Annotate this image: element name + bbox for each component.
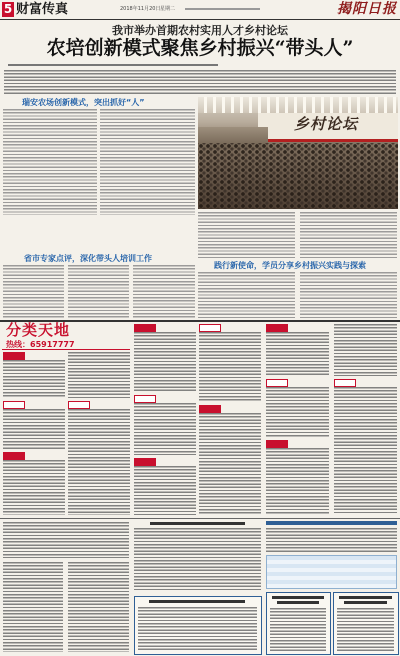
notice-box-title <box>272 596 324 599</box>
body-text-column <box>100 109 195 215</box>
listing-text-column <box>334 387 397 515</box>
notice-box-text <box>270 608 326 651</box>
category-tag <box>3 452 25 460</box>
notice-box-title <box>277 601 319 604</box>
page-number: 5 <box>3 2 13 16</box>
notice-box-title <box>339 596 392 599</box>
listing-text-column <box>199 332 261 402</box>
notice-heading-band <box>266 521 397 525</box>
notice-list-column <box>68 562 129 652</box>
category-tag <box>266 440 288 448</box>
listing-text-column <box>3 460 65 515</box>
category-tag <box>3 352 25 360</box>
section-heading-3: 践行新使命，学员分享乡村振兴实践与探索 <box>214 261 366 270</box>
notice-box <box>134 596 262 655</box>
body-text-column <box>68 265 129 318</box>
listing-text-column <box>3 360 65 398</box>
body-text-column <box>198 212 295 258</box>
section-name: 财富传真 <box>16 2 69 17</box>
listing-text-column <box>266 332 329 376</box>
listing-text-column <box>3 409 65 449</box>
notice-box-title <box>149 600 245 603</box>
body-text-column <box>300 212 397 258</box>
section-heading-1: 瑞安农场创新模式，突出抓好“人” <box>22 98 145 107</box>
body-text-column <box>3 265 64 318</box>
article-kicker: 我市举办首期农村实用人才乡村论坛 <box>112 24 288 37</box>
category-tag <box>334 379 356 387</box>
category-tag <box>134 458 156 466</box>
body-text-column <box>198 272 295 318</box>
photo-ceiling-lights <box>198 97 398 113</box>
listing-text-column <box>266 387 329 437</box>
category-tag <box>199 405 221 413</box>
notice-box-title <box>344 601 387 604</box>
listing-text-column <box>334 324 397 376</box>
article-byline <box>8 64 218 66</box>
notice-box <box>266 592 331 655</box>
editor-credits <box>185 8 260 10</box>
category-tag <box>266 379 288 387</box>
listing-text-column <box>266 448 329 515</box>
notice-list-column <box>3 562 63 652</box>
category-tag <box>134 395 156 403</box>
notice-box <box>333 592 399 655</box>
issue-weekday: 星期二 <box>160 6 176 12</box>
classified-title: 分类天地 <box>6 321 71 339</box>
listing-text-column <box>134 403 196 455</box>
header-rule <box>0 19 400 20</box>
category-tag <box>134 324 156 332</box>
notice-text-column <box>3 522 129 558</box>
listing-text-column <box>199 413 261 515</box>
category-tag <box>3 401 25 409</box>
listing-text-column <box>134 466 196 515</box>
body-text-column <box>300 272 397 318</box>
issue-date: 2018年11月20日 <box>120 6 161 12</box>
classified-hotline: 热线：65917777 <box>6 340 75 349</box>
notices-rule <box>0 518 400 519</box>
article-headline: 农培创新模式聚焦乡村振兴“带头人” <box>46 37 354 59</box>
forum-photo <box>198 97 398 209</box>
notice-title <box>150 522 245 525</box>
listing-text-column <box>68 409 130 515</box>
notice-box-text <box>337 608 394 651</box>
listing-text-column <box>68 352 130 398</box>
category-tag <box>199 324 221 332</box>
classified-title-rule <box>2 349 130 350</box>
photo-banner-text: 乡村论坛 <box>294 115 359 133</box>
notice-table <box>266 555 397 589</box>
article-intro-text <box>4 70 396 95</box>
notice-box-text <box>138 607 257 651</box>
category-tag <box>68 401 90 409</box>
notice-text-column <box>266 528 397 552</box>
section-heading-2: 省市专家点评，深化带头人培训工作 <box>24 254 152 263</box>
newspaper-masthead: 揭阳日报 <box>337 1 397 17</box>
body-text-column <box>133 265 195 318</box>
category-tag <box>266 324 288 332</box>
photo-audience <box>198 143 398 209</box>
listing-text-column <box>134 332 196 392</box>
notice-text-column <box>134 528 261 592</box>
body-text-column <box>3 109 97 215</box>
